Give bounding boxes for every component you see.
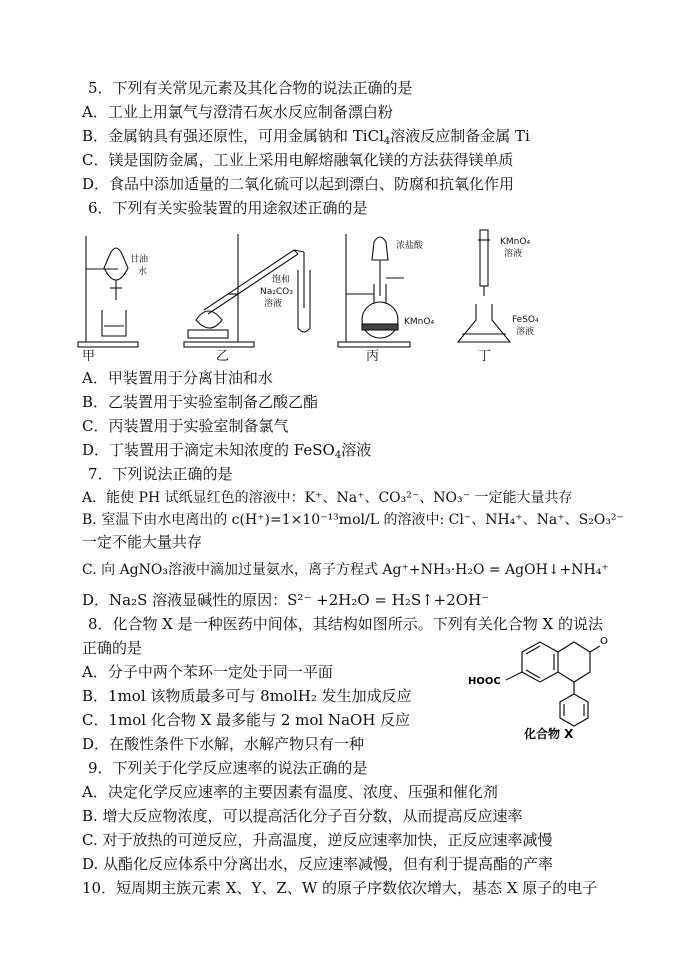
q6-apparatus-figure xyxy=(76,224,596,364)
q9-option-b: B. 增大反应物浓度，可以提高活化分子百分数，从而提高反应速率 xyxy=(82,807,523,825)
yi-label-na2co3: Na₂CO₃ xyxy=(260,287,293,297)
jia-label-water: 水 xyxy=(138,267,148,277)
q6-option-a: A．甲装置用于分离甘油和水 xyxy=(82,369,273,387)
compound-x-caption: 化合物 X xyxy=(524,727,574,741)
q9-option-c: C. 对于放热的可逆反应，升高温度，逆反应速率加快，正反应速率减慢 xyxy=(82,831,553,849)
q5-option-b-text: B．金属钠具有强还原性，可用金属钠和 TiCl xyxy=(82,127,384,145)
q8-stem: 8．化合物 X 是一种医药中间体，其结构如图所示。下列有关化合物 X 的说法 xyxy=(88,615,603,633)
q8-option-a: A．分子中两个苯环一定处于同一平面 xyxy=(82,663,333,681)
q7-option-a: A．能使 PH 试纸显红色的溶液中：K⁺、Na⁺、CO₃²⁻、NO₃⁻ 一定能大量共存 xyxy=(82,490,573,506)
yi-label-saturated: 饱和 xyxy=(272,275,291,285)
bing-label-kmno4: KMnO₄ xyxy=(404,317,435,327)
q6-option-d-text: D．丁装置用于滴定未知浓度的 FeSO xyxy=(82,441,335,459)
caption-jia: 甲 xyxy=(82,349,96,364)
q6-option-c: C．丙装置用于实验室制备氯气 xyxy=(82,417,289,435)
q5-option-b-sub: 4 xyxy=(383,136,391,147)
q9-option-a: A．决定化学反应速率的主要因素有温度、浓度、压强和催化剂 xyxy=(82,783,498,801)
ding-label-solution2: 溶液 xyxy=(516,327,535,337)
q7-option-d: D．Na₂S 溶液显碱性的原因：S²⁻ +2H₂O = H₂S↑+2OH⁻ xyxy=(82,591,490,609)
structure-hooc-label: HOOC xyxy=(468,676,501,687)
q6-option-d-tail: 溶液 xyxy=(341,441,372,459)
q5-option-b xyxy=(82,126,688,152)
bing-label-hcl: 浓盐酸 xyxy=(396,241,424,251)
ding-label-kmno4: KMnO₄ xyxy=(500,237,531,247)
ding-label-solution1: 溶液 xyxy=(504,249,523,259)
q6-option-d-sub: 4 xyxy=(334,450,342,461)
jia-label-glycerol: 甘油 xyxy=(130,255,149,265)
q9-option-d: D. 从酯化反应体系中分离出水，反应速率减慢，但有利于提高酯的产率 xyxy=(82,855,554,873)
q5-option-a: A．工业上用氯气与澄清石灰水反应制备漂白粉 xyxy=(82,103,393,121)
q7-option-b: B. 室温下由水电离出的 c(H⁺)=1×10⁻¹³mol/L 的溶液中: Cl⁻、NH₄⁺、Na⁺、S₂O₃²⁻ xyxy=(82,512,624,528)
q6-stem: 6．下列有关实验装置的用途叙述正确的是 xyxy=(88,199,368,217)
q7-option-b-cont: 一定不能大量共存 xyxy=(82,533,203,551)
compound-x-structure xyxy=(462,632,612,742)
q10-stem: 10．短周期主族元素 X、Y、Z、W 的原子序数依次增大，基态 X 原子的电子 xyxy=(82,879,598,897)
apparatus-jia xyxy=(78,236,138,347)
q6-option-d xyxy=(82,440,688,466)
yi-label-solution: 溶液 xyxy=(264,299,283,309)
q8-option-c: C．1mol 化合物 X 最多能与 2 mol NaOH 反应 xyxy=(82,711,411,729)
caption-ding: 丁 xyxy=(478,349,492,364)
q6-option-b: B．乙装置用于实验室制备乙酸乙酯 xyxy=(82,393,319,411)
q7-stem: 7．下列说法正确的是 xyxy=(88,465,233,483)
q5-option-c: C．镁是国防金属，工业上采用电解熔融氧化镁的方法获得镁单质 xyxy=(82,151,514,169)
ding-label-feso4: FeSO₄ xyxy=(512,315,539,325)
caption-yi: 乙 xyxy=(216,349,230,364)
caption-bing: 丙 xyxy=(366,349,380,364)
q9-stem: 9．下列关于化学反应速率的说法正确的是 xyxy=(88,759,368,777)
structure-oxygen-label: O xyxy=(600,636,608,647)
q5-stem: 5．下列有关常见元素及其化合物的说法正确的是 xyxy=(88,79,413,97)
q5-option-d: D．食品中添加适量的二氧化硫可以起到漂白、防腐和抗氧化作用 xyxy=(82,175,515,193)
q8-stem-cont: 正确的是 xyxy=(82,639,143,657)
q8-option-b: B．1mol 该物质最多可与 8molH₂ 发生加成反应 xyxy=(82,687,412,705)
q7-option-c: C. 向 AgNO₃溶液中滴加过量氨水，离子方程式 Ag⁺+NH₃·H₂O = AgOH↓+NH₄⁺ xyxy=(82,562,609,578)
q5-option-b-tail: 溶液反应制备金属 Ti xyxy=(390,127,530,145)
q8-option-d: D．在酸性条件下水解，水解产物只有一种 xyxy=(82,735,365,753)
